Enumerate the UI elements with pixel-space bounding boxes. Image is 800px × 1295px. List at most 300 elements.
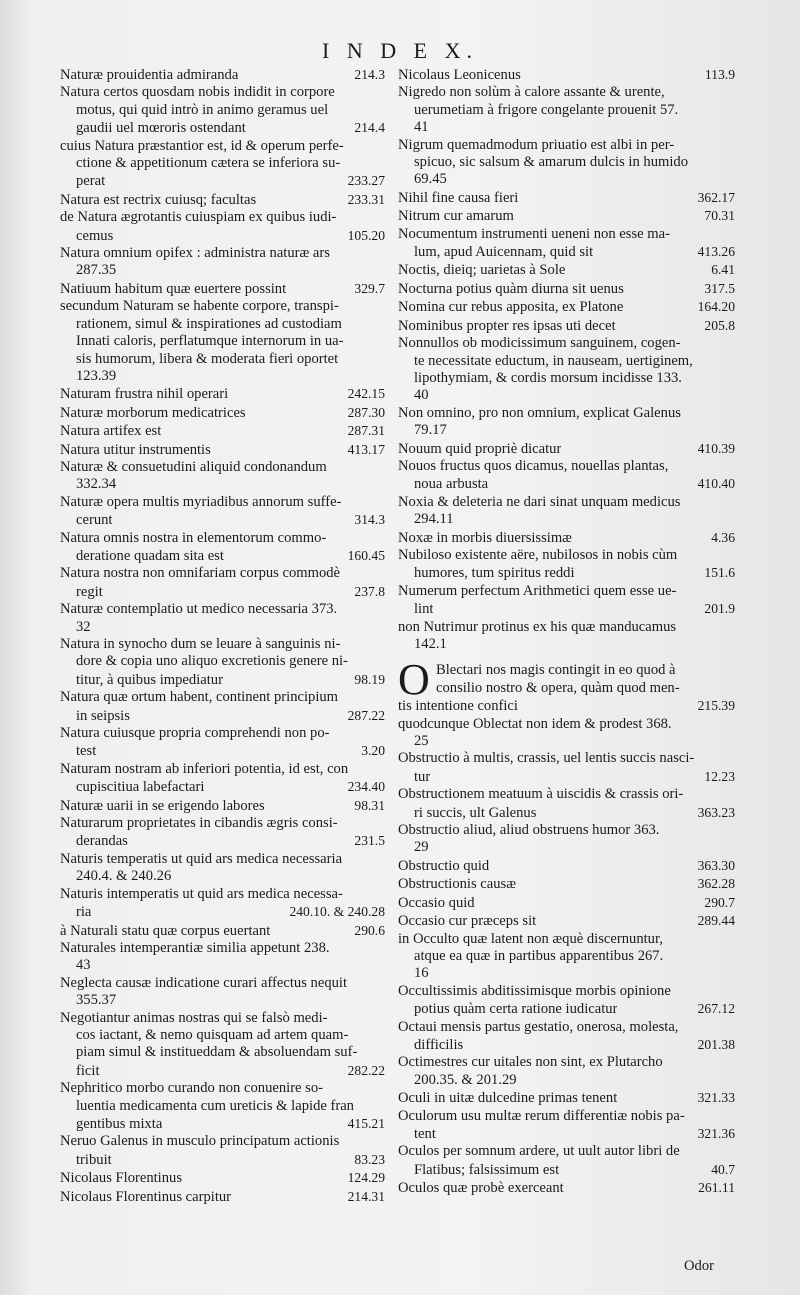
entry-text: lint [414,601,434,618]
entry-line [398,280,735,298]
entry-line [60,547,385,565]
entry-text: Obstructionem meatuum à uiscidis & crassis ori- [398,786,684,803]
page-reference: 321.36 [697,1125,735,1141]
entry-line [60,689,385,706]
page-reference: 6.41 [711,262,735,278]
entry-line [398,894,735,912]
entry-line [60,992,385,1009]
index-entry [60,761,385,797]
entry-text: Nocumentum instrumenti ueneni non esse ma- [398,225,670,242]
entry-text: Naturam nostram ab inferiori potentia, id est, con [60,760,349,777]
index-entry [60,422,385,440]
entry-line [60,530,385,547]
entry-line [398,1089,735,1107]
entry-line [398,857,735,875]
index-entry [398,226,735,262]
entry-line [60,1044,385,1061]
page-reference: 40.7 [711,1161,735,1177]
entry-text: Noctis, dieiq; uarietas à Sole [398,262,566,279]
entry-text: difficilis [414,1036,464,1053]
page-reference: 287.22 [347,707,385,723]
entry-line [60,832,385,850]
entry-text: tis intentione confici [398,698,518,715]
entry-text: gaudii uel mœroris ostendant [76,120,246,137]
page-reference: 151.6 [704,565,735,581]
entry-text: tur [414,768,431,785]
index-entry [60,404,385,422]
entry-line [60,940,385,957]
entry-text: Nicolaus Florentinus carpitur [60,1188,232,1205]
entry-text: Natura omnium opifex : administra naturæ ars [60,245,330,262]
entry-line [398,733,735,750]
entry-line [398,983,735,1000]
entry-line [398,511,735,528]
entry-text: Nouum quid propriè dicatur [398,440,562,457]
entry-text: Octimestres cur uitales non sint, ex Plutarcho [398,1054,663,1071]
index-entry [398,529,735,547]
page-reference: 289.44 [697,913,735,929]
drop-cap-o: O [398,655,430,705]
entry-line [60,191,385,209]
entry-line [398,207,735,225]
entry-line [398,786,735,803]
entry-line [398,1036,735,1054]
page-reference: 410.40 [697,476,735,492]
entry-line [398,102,735,119]
page-reference: 160.45 [347,547,385,563]
index-entry [398,931,735,983]
entry-line [60,601,385,618]
entry-line [60,459,385,476]
entry-line [60,1027,385,1044]
entry-line [398,422,735,439]
entry-text: motus, qui quid intrò in animo geramus uel [76,101,329,118]
entry-line [398,619,735,636]
index-entry [60,191,385,209]
entry-line [398,1125,735,1143]
entry-line [398,1108,735,1125]
index-entry [60,280,385,298]
index-entry [60,601,385,636]
page-header: I N D E X. [322,38,478,63]
entry-text: 40 [414,387,429,404]
entry-line [398,804,735,822]
entry-line [60,102,385,119]
entry-line [398,1000,735,1018]
entry-text: Nitrum cur amarum [398,208,514,225]
section-gap [398,653,735,662]
index-entry [398,317,735,335]
entry-text: Naturæ morborum medicatrices [60,404,246,421]
entry-text: Natura artifex est [60,423,162,440]
index-entry [60,530,385,566]
entry-line [398,1054,735,1071]
index-entry [60,851,385,886]
entry-text: Nonnullos ob modicissimum sanguinem, cogen- [398,335,681,352]
page-reference: 164.20 [697,299,735,315]
index-entry [60,1080,385,1133]
entry-text: humores, tum spiritus reddi [414,565,575,582]
page-reference: 290.7 [704,894,735,910]
index-entry [60,138,385,191]
page-reference: 214.4 [354,120,385,136]
index-entry [398,280,735,298]
entry-line [60,245,385,262]
index-entry [398,894,735,912]
index-entry [398,875,735,893]
page-reference: 240.10. & 240.28 [289,904,385,920]
entry-line [60,138,385,155]
page-reference: 287.30 [347,404,385,420]
entry-text: rationem, simul & inspirationes ad custodiam [76,315,342,332]
entry-line [60,368,385,385]
entry-text: Nephritico morbo curando non conuenire so- [60,1080,324,1097]
entry-line [60,851,385,868]
entry-text: Noxia & deleteria ne dari sinat unquam medicus [398,493,681,510]
entry-text: uerumetiam à frigore congelante prouenit 57. [414,101,679,118]
entry-text: lipothymiam, & cordis morsum incidisse 133. [414,369,682,386]
entry-text: à Naturali statu quæ corpus euertant [60,922,271,939]
entry-text: piam simul & institueddam & absoluendam suf- [76,1044,358,1061]
entry-text: ria [76,904,92,921]
page-reference: 205.8 [704,317,735,333]
page-reference: 287.31 [347,423,385,439]
entry-line [398,226,735,243]
entry-line [398,931,735,948]
entry-line [398,137,735,154]
entry-text: deratione quadam sita est [76,547,224,564]
entry-line [398,1072,735,1089]
entry-line [398,636,735,653]
page-reference: 321.33 [697,1090,735,1106]
entry-text: ri succis, ult Galenus [414,804,537,821]
entry-line [398,317,735,335]
entry-text: Obstructio aliud, aliud obstruens humor 363. [398,822,660,839]
entry-text: 123.39 [76,367,117,384]
index-entry [60,565,385,601]
entry-text: perat [76,173,106,190]
entry-text: Natura quæ ortum habent, continent principium [60,689,339,706]
entry-line [398,716,735,733]
page-reference: 231.5 [354,833,385,849]
entry-text: spicuo, sic salsum & amarum dulcis in humido [414,154,689,171]
index-entry [398,405,735,440]
entry-text: in seipsis [76,707,130,724]
entry-text: Natura in synocho dum se leuare à sanguinis ni- [60,636,341,652]
entry-text: Nicolaus Leonicenus [398,67,521,83]
entry-line [60,119,385,137]
entry-text: Non omnino, pro non omnium, explicat Galenus [398,404,681,421]
page-reference: 98.31 [354,797,385,813]
entry-text: de Natura ægrotantis cuiuspiam ex quibus iudi- [60,209,337,226]
index-entry [60,797,385,815]
index-entry [398,1019,735,1055]
index-entry [60,459,385,494]
entry-text: Octaui mensis partus gestatio, onerosa, molesta, [398,1018,679,1035]
entry-line [398,84,735,101]
entry-line [60,957,385,974]
entry-line [398,243,735,261]
entry-line [60,441,385,459]
index-entry [60,636,385,689]
entry-text: sis humorum, libera & moderata fieri oportet [76,350,339,367]
index-entry [60,441,385,459]
entry-text: 69.45 [414,171,447,188]
entry-line [398,697,735,715]
index-entry [398,822,735,857]
index-entry [398,189,735,207]
entry-text: non Nutrimur protinus ex his quæ manducamus [398,618,677,635]
page-reference: 98.19 [354,671,385,687]
entry-text: Natiuum habitum quæ euertere possint [60,280,287,297]
entry-text: Nigredo non solùm à calore assante & urente, [398,84,665,101]
entry-line [60,262,385,279]
entry-line [60,511,385,529]
entry-line [60,404,385,422]
entry-line [60,333,385,350]
entry-line [398,387,735,404]
page-reference: 234.40 [347,779,385,795]
entry-line [398,583,735,600]
left-column [60,66,385,1206]
entry-text: regit [76,583,103,600]
index-entry [60,689,385,725]
entry-text: tribuit [76,1151,112,1168]
entry-line [60,476,385,493]
index-entry [398,458,735,494]
entry-line [60,209,385,226]
entry-line [60,280,385,298]
entry-line [60,707,385,725]
entry-text: gentibus mixta [76,1115,163,1132]
entry-text: ficit [76,1062,100,1079]
page-reference: 314.3 [354,512,385,528]
entry-text: cerunt [76,512,113,529]
entry-text: Occultissimis abditissimisque morbis opinione [398,982,671,999]
catchword: Odor [684,1258,714,1274]
index-entry [60,886,385,922]
entry-text: 29 [414,839,429,856]
entry-line [398,875,735,893]
index-entry [398,1179,735,1197]
entry-text: atque ea quæ in partibus apparentibus 267. [414,947,664,964]
page-reference: 215.39 [697,698,735,714]
entry-text: Natura certos quosdam nobis indidit in corpore [60,84,335,101]
entry-line [398,261,735,279]
entry-text: Numerum perfectum Arithmetici quem esse ue- [398,582,677,599]
entry-text: ctione & appetitionum cætera se inferiora su- [76,155,341,172]
entry-line [398,475,735,493]
entry-line [60,903,385,921]
entry-line [60,653,385,670]
entry-line [398,1019,735,1036]
entry-line [398,440,735,458]
entry-text: Naturis intemperatis ut quid ars medica necessa- [60,885,343,902]
page-reference: 233.31 [347,191,385,207]
index-entry [60,1188,385,1206]
entry-text: 32 [76,618,91,635]
index-entry [398,494,735,529]
entry-line [398,600,735,618]
entry-line [398,662,735,679]
entry-text: cemus [76,227,114,244]
entry-text: cos iactant, & nemo quisquam ad artem quam- [76,1026,349,1043]
entry-text: Naturarum proprietates in cibandis ægris consi- [60,815,338,832]
page-reference: 124.29 [347,1170,385,1186]
entry-line [60,778,385,796]
entry-text: Naturæ uarii in se erigendo labores [60,797,265,814]
entry-line [398,529,735,547]
page-reference: 113.9 [704,67,735,82]
entry-text: consilio nostro & opera, quàm quod men- [436,679,680,696]
index-entry [60,815,385,851]
entry-line [60,1115,385,1133]
entry-line [60,1010,385,1027]
entry-text: potius quàm certa ratione iudicatur [414,1001,618,1018]
page-reference: 201.9 [704,601,735,617]
entry-text: Innati caloris, perflatumque internorum in ua- [76,333,344,350]
page-reference: 363.30 [697,857,735,873]
entry-line [60,797,385,815]
page-reference: 70.31 [704,208,735,224]
index-entry [60,1169,385,1187]
index-entry [398,547,735,583]
entry-text: Natura utitur instrumentis [60,441,211,458]
entry-line [60,1151,385,1169]
entry-text: Natura cuiusque propria comprehendi non po- [60,725,330,742]
page-reference: 233.27 [347,173,385,189]
entry-line [60,227,385,245]
entry-text: cupiscitiua labefactari [76,779,205,796]
index-entry [398,786,735,822]
page-reference: 201.38 [697,1036,735,1052]
entry-line [60,1062,385,1080]
entry-text: Neruo Galenus in musculo principatum actionis [60,1133,340,1150]
entry-line [60,725,385,742]
entry-line [60,975,385,992]
entry-line [60,155,385,172]
entry-text: Nocturna potius quàm diurna sit uenus [398,280,624,297]
entry-line [60,742,385,760]
page-reference: 282.22 [347,1062,385,1078]
index-entry [60,494,385,530]
page-reference: 267.12 [697,1001,735,1017]
index-entry [398,1089,735,1107]
entry-text: Blectari nos magis contingit in eo quod à [436,662,676,679]
entry-line [60,385,385,403]
entry-text: 43 [76,957,91,974]
entry-line [398,680,735,697]
index-entry [60,245,385,280]
index-entry [60,725,385,761]
entry-text: Oculi in uitæ dulcedine primas tenent [398,1090,618,1107]
entry-text: 79.17 [414,422,447,439]
page-reference: 363.23 [697,804,735,820]
entry-line [398,750,735,767]
entry-text: Neglecta causæ indicatione curari affectus nequit [60,974,348,991]
entry-line [398,171,735,188]
entry-text: 294.11 [414,511,454,528]
index-entry [398,857,735,875]
index-entry [60,385,385,403]
entry-line [60,583,385,601]
page-reference: 242.15 [347,386,385,402]
entry-line [60,1098,385,1115]
entry-line [398,494,735,511]
entry-text: Occasio cur præceps sit [398,913,537,930]
entry-text: Naturæ opera multis myriadibus annorum suffe- [60,493,342,510]
entry-text: Obstructio à multis, crassis, uel lentis succis nasci- [398,750,695,767]
entry-line [60,868,385,885]
page-reference: 362.17 [697,189,735,205]
index-entry [398,440,735,458]
entry-text: Negotiantur animas nostras qui se falsò medi- [60,1009,328,1026]
index-entry [398,983,735,1019]
entry-line [398,839,735,856]
index-entry [398,261,735,279]
entry-line [60,84,385,101]
entry-line [398,154,735,171]
entry-line [60,316,385,333]
entry-text: 287.35 [76,262,117,279]
o-entries [398,716,735,1198]
entry-line [60,815,385,832]
entry-line [60,66,385,84]
index-entry [398,583,735,619]
entry-text: Oculos per somnum ardere, ut uult autor libri de [398,1143,680,1160]
entry-text: test [76,743,97,760]
entry-text: Flatibus; falsissimum est [414,1161,560,1178]
entry-line [60,1133,385,1150]
entry-line [398,405,735,422]
entry-text: Natura est rectrix cuiusq; facultas [60,191,257,208]
entry-text: derandas [76,833,128,850]
page-reference: 329.7 [354,280,385,296]
entry-line [60,298,385,315]
entry-text: quodcunque Oblectat non idem & prodest 368. [398,715,672,732]
entry-text: Naturis temperatis ut quid ars medica necessaria [60,850,343,867]
index-entry [398,137,735,189]
index-entry [60,84,385,137]
entry-text: te necessitate eductum, in nauseam, uertiginem, [414,352,693,369]
entry-line [60,565,385,582]
page-reference: 237.8 [354,583,385,599]
entry-line [60,422,385,440]
entry-text: 332.34 [76,476,117,493]
entry-line [398,1179,735,1197]
entry-line [60,1080,385,1097]
entry-text: Naturam frustra nihil operari [60,386,229,403]
page-reference: 3.20 [361,743,385,759]
page-reference: 214.31 [347,1188,385,1204]
index-entry [398,1108,735,1144]
entry-line [60,761,385,778]
page-reference: 4.36 [711,529,735,545]
entry-text: 41 [414,119,429,136]
entry-line [60,636,385,653]
entry-text: Occasio quid [398,894,475,911]
page-reference: 415.21 [347,1115,385,1131]
page-reference: 413.26 [697,244,735,260]
entry-line [398,948,735,965]
index-entry [398,1143,735,1179]
entry-text: Naturæ prouidentia admiranda [60,67,239,83]
index-entry [60,209,385,245]
entry-line [398,353,735,370]
entry-line [60,922,385,940]
entry-text: cuius Natura præstantior est, id & operum perfe- [60,137,344,154]
entry-line [398,458,735,475]
